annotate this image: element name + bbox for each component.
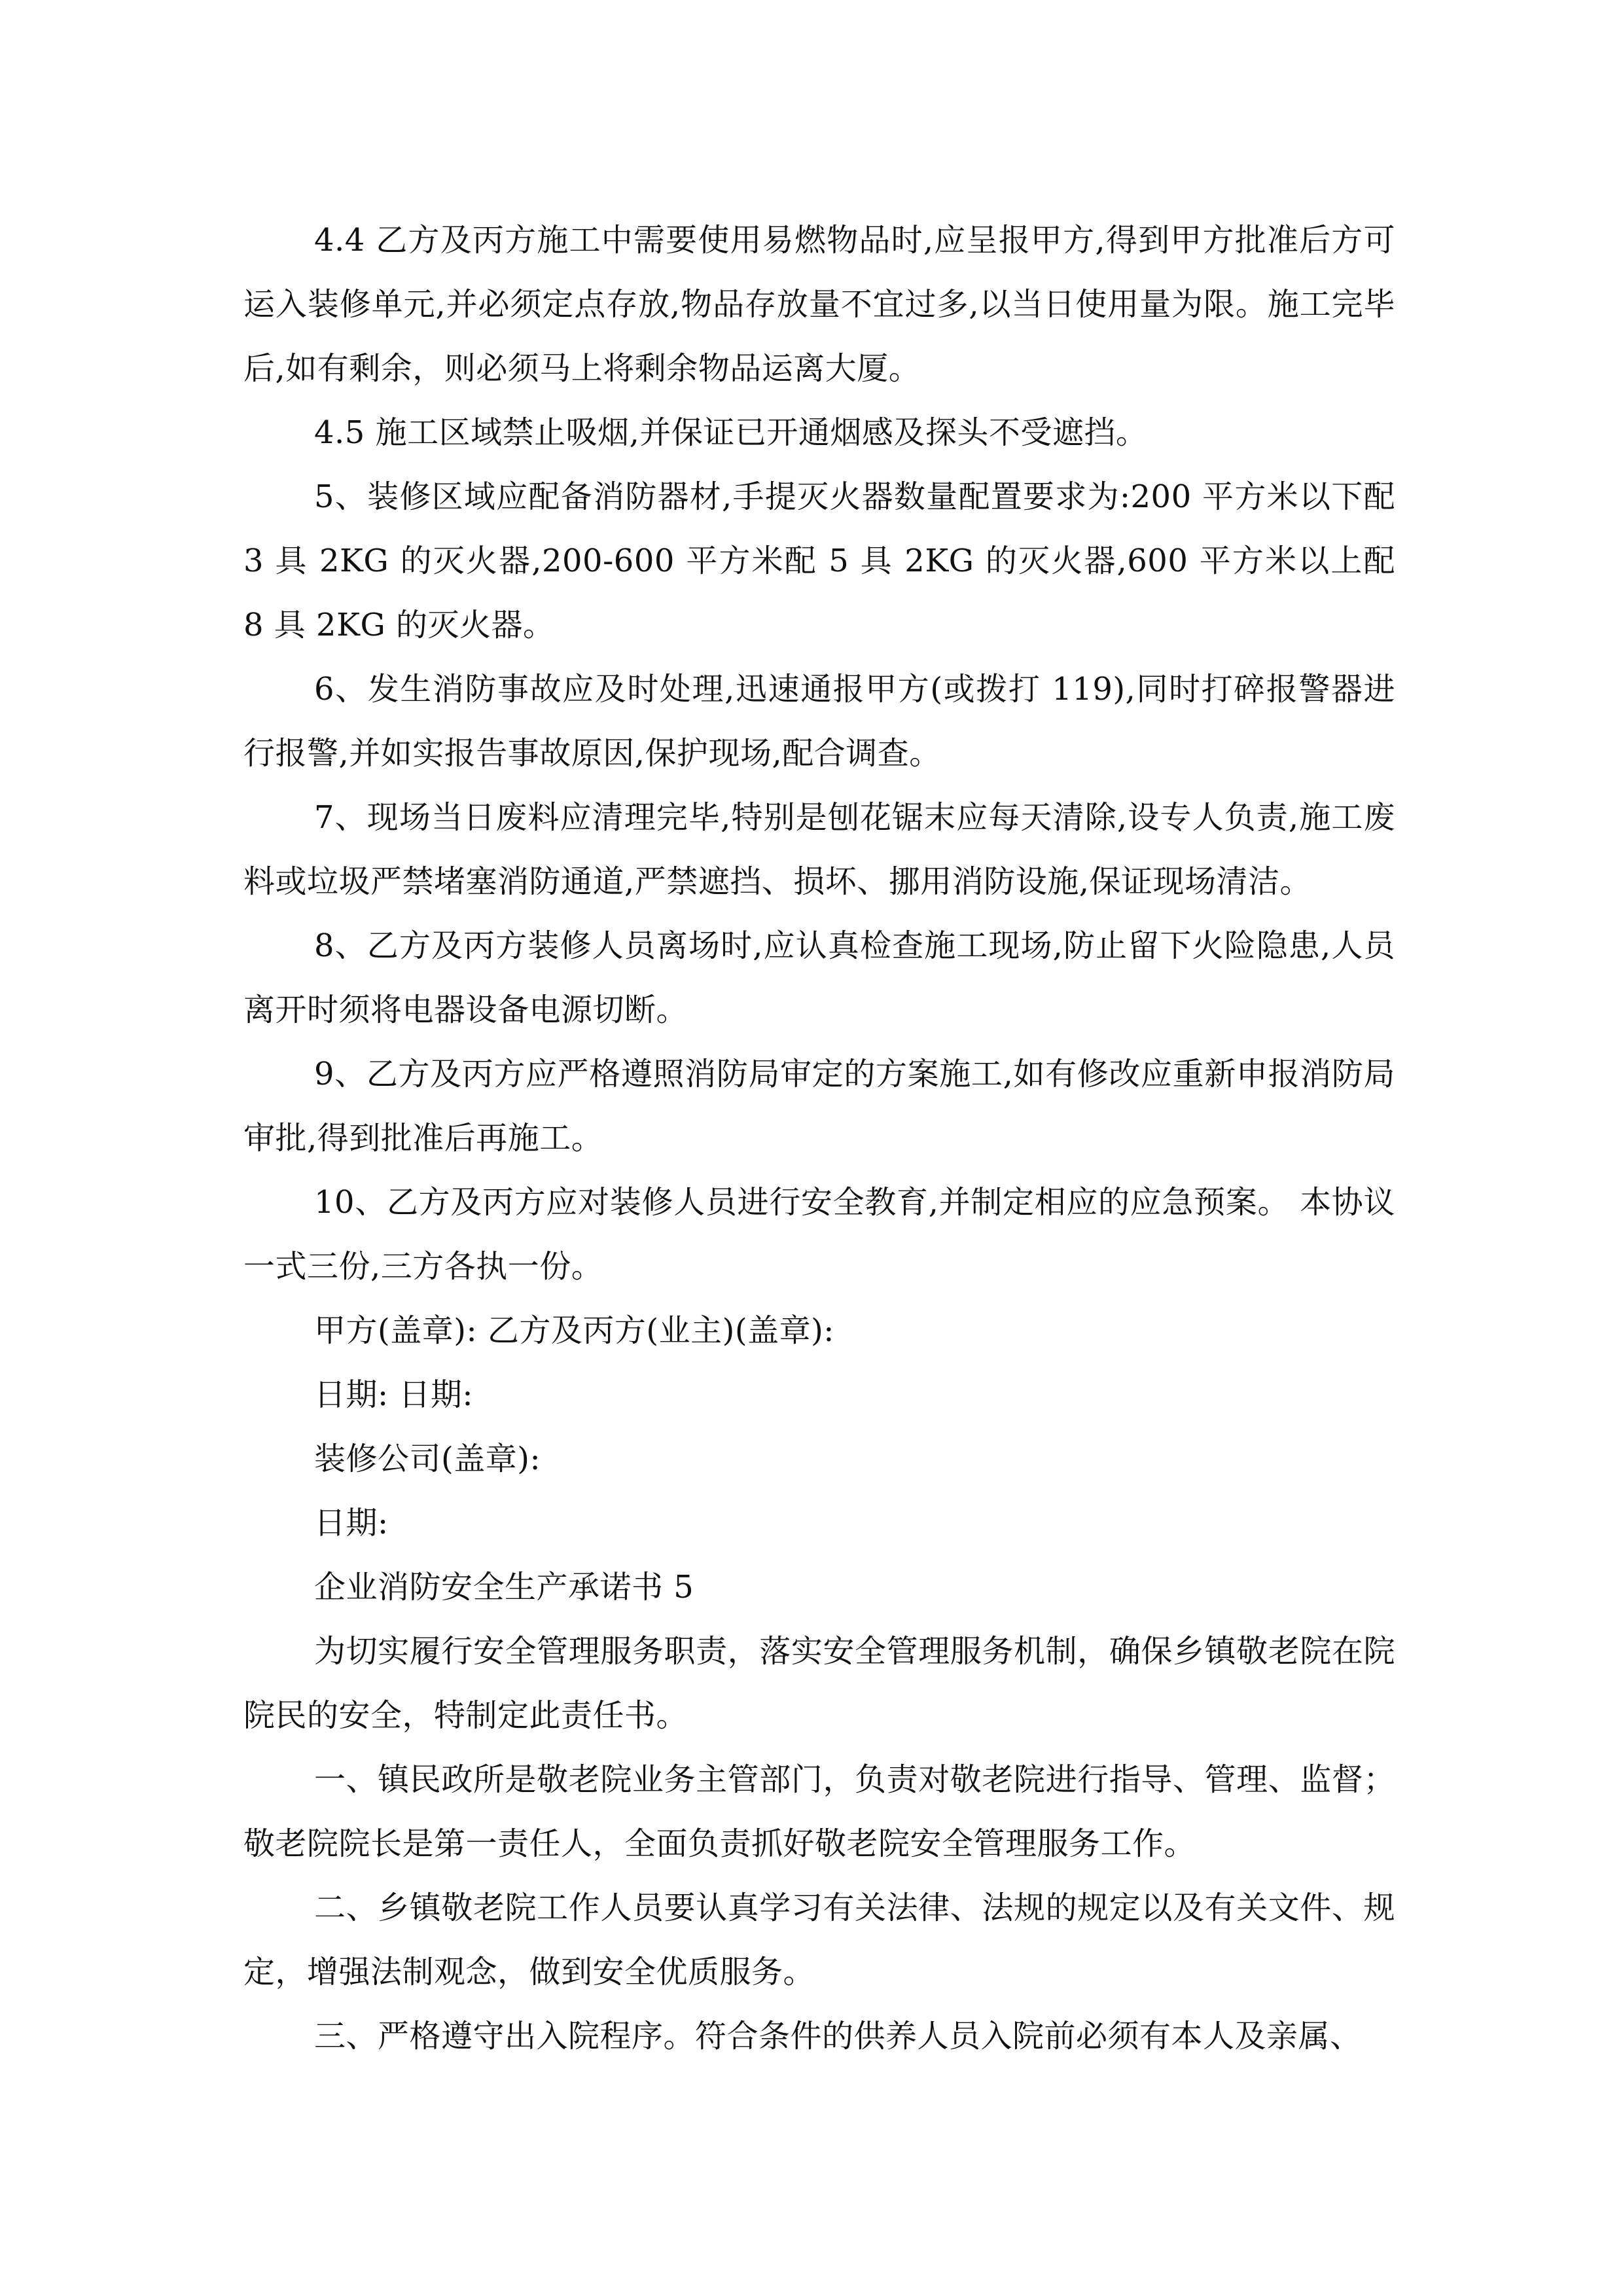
paragraph-9: 9、乙方及丙方应严格遵照消防局审定的方案施工,如有修改应重新申报消防局审批,得到批准后再施工。 <box>243 1056 1395 1157</box>
paragraph-10: 10、乙方及丙方应对装修人员进行安全教育,并制定相应的应急预案。 本协议一式三份,三方各执一份。 <box>243 1184 1395 1285</box>
section-title: 企业消防安全生产承诺书 5 <box>314 1569 694 1605</box>
signature-party-a: 甲方(盖章): 乙方及丙方(业主)(盖章): <box>314 1312 834 1349</box>
signature-date-2: 日期: <box>314 1505 389 1541</box>
paragraph-4-5: 4.5 施工区域禁止吸烟,并保证已开通烟感及探头不受遮挡。 <box>314 414 1148 451</box>
paragraph-4-4: 4.4 乙方及丙方施工中需要使用易燃物品时,应呈报甲方,得到甲方批准后方可运入装修单元,并必须定点存放,物品存放量不宜过多,以当日使用量为限。施工完毕后,如有剩余，则必须马上将剩余物品运离大厦。 <box>243 222 1395 387</box>
signature-decoration-company: 装修公司(盖章): <box>314 1441 541 1477</box>
signature-date-1: 日期: 日期: <box>314 1376 474 1413</box>
paragraph-7: 7、现场当日废料应清理完毕,特别是刨花锯末应每天清除,设专人负责,施工废料或垃圾严禁堵塞消防通道,严禁遮挡、损坏、挪用消防设施,保证现场清洁。 <box>243 799 1395 900</box>
clause-one: 一、镇民政所是敬老院业务主管部门，负责对敬老院进行指导、管理、监督；敬老院院长是第一责任人，全面负责抓好敬老院安全管理服务工作。 <box>243 1761 1395 1862</box>
paragraph-5: 5、装修区域应配备消防器材,手提灭火器数量配置要求为:200 平方米以下配 3 具 2KG 的灭火器,200-600 平方米配 5 具 2KG 的灭火器,600 平方米以上配 8 具 2KG 的灭火器。 <box>243 478 1395 643</box>
intro-paragraph: 为切实履行安全管理服务职责，落实安全管理服务机制，确保乡镇敬老院在院院民的安全，特制定此责任书。 <box>243 1633 1395 1734</box>
clause-three: 三、严格遵守出入院程序。符合条件的供养人员入院前必须有本人及亲属、 <box>314 2018 1362 2054</box>
paragraph-8: 8、乙方及丙方装修人员离场时,应认真检查施工现场,防止留下火险隐患,人员离开时须将电器设备电源切断。 <box>243 927 1395 1028</box>
document-body <box>243 208 1395 2068</box>
clause-two: 二、乡镇敬老院工作人员要认真学习有关法律、法规的规定以及有关文件、规定，增强法制观念，做到安全优质服务。 <box>243 1890 1395 1990</box>
paragraph-6: 6、发生消防事故应及时处理,迅速通报甲方(或拨打 119),同时打碎报警器进行报警,并如实报告事故原因,保护现场,配合调查。 <box>243 671 1395 772</box>
